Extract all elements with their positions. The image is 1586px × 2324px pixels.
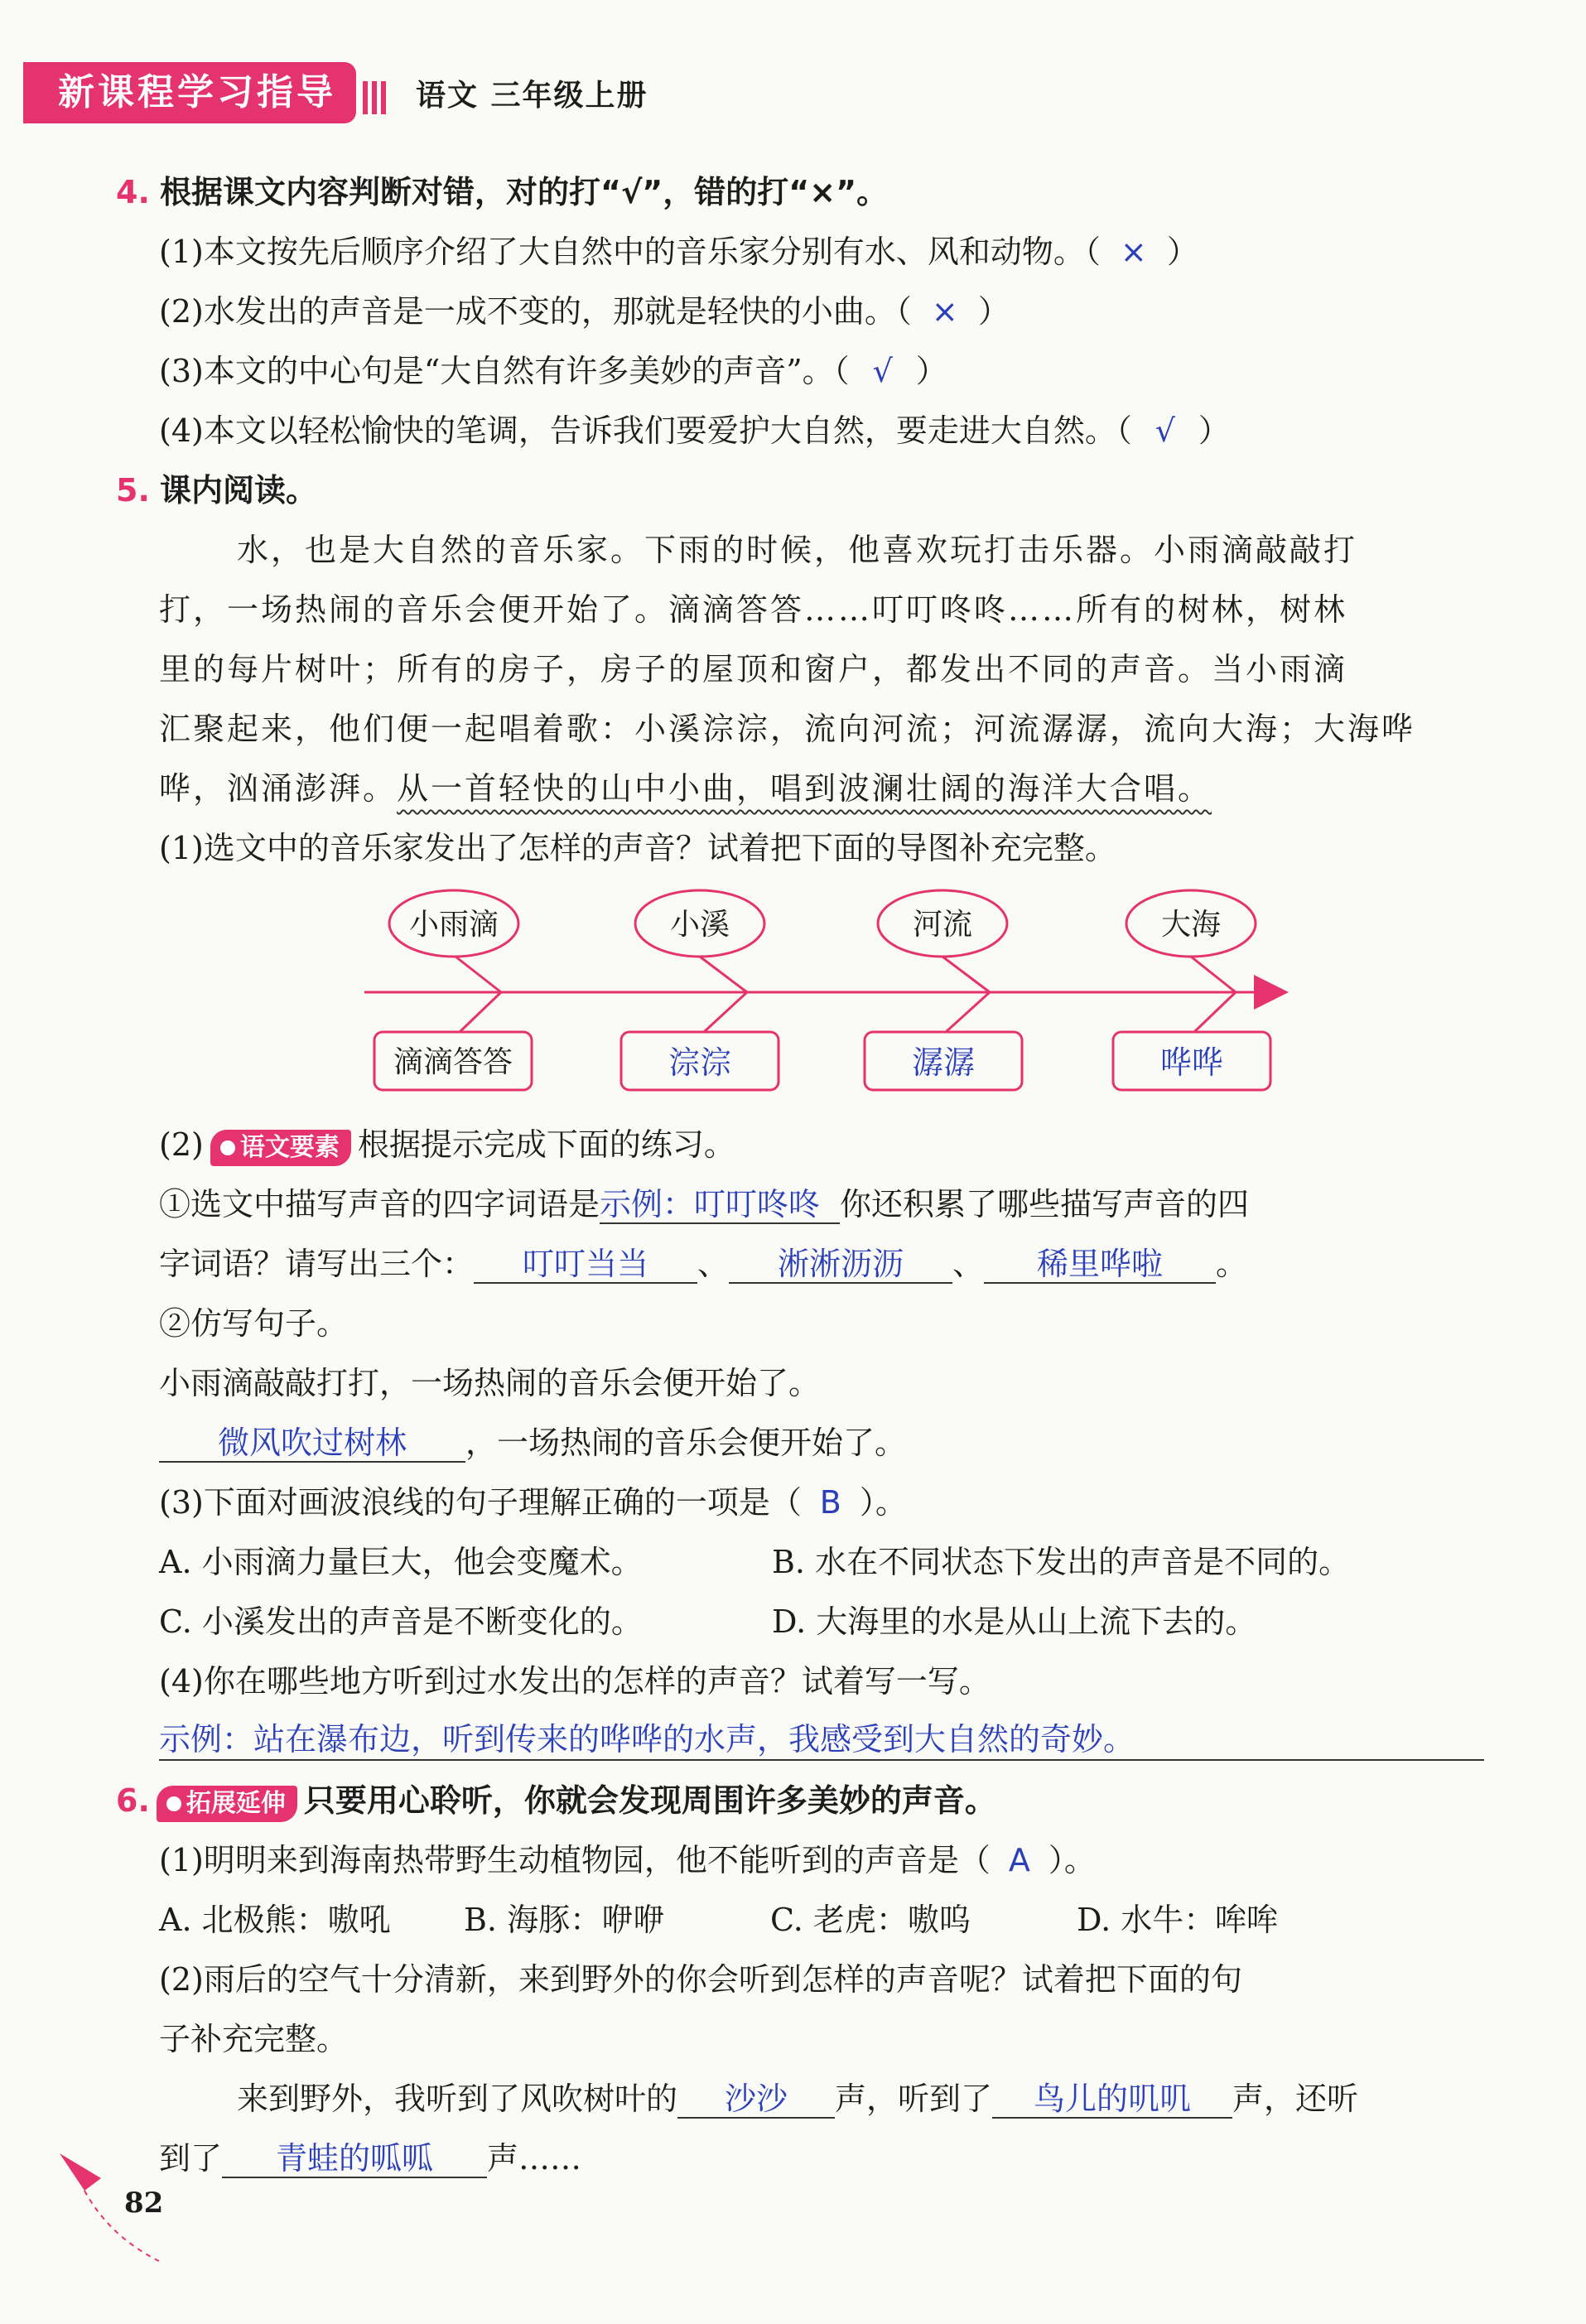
diagram-branch-3 <box>865 890 1022 1090</box>
fill-blank-1[interactable]: 沙沙 <box>677 2081 835 2119</box>
sound-answer-3: 潺潺 <box>911 1044 976 1081</box>
q5-heading <box>116 470 317 510</box>
sound-answer-2: 淙淙 <box>668 1044 732 1081</box>
pin-icon <box>220 1140 235 1155</box>
banner-bars-decoration <box>363 81 386 114</box>
passage-line-2: 打，一场热闹的音乐会便开始了。滴滴答答……叮叮咚咚……所有的树林，树林 <box>159 591 1348 628</box>
passage-line-4: 汇聚起来，他们便一起唱着歌：小溪淙淙，流向河流；河流潺潺，流向大海；大海哗 <box>159 711 1416 747</box>
imitate-sentence: 微风吹过树林 ，一场热闹的音乐会便开始了。 <box>159 1423 906 1463</box>
q5-sub2-1: ①选文中描写声音的四字词语是示例：叮叮咚咚 你还积累了哪些描写声音的四 <box>159 1186 1250 1222</box>
q5-sub3-answer[interactable]: B <box>819 1484 841 1521</box>
word-blank-3[interactable]: 稀里哗啦 <box>984 1246 1216 1284</box>
series-banner: 新课程学习指导 <box>23 62 356 123</box>
q5-sub4-answer[interactable]: 示例：站在瀑布边，听到传来的哗哗的水声，我感受到大自然的奇妙。 <box>159 1721 1135 1757</box>
q5-sub2-1-words: 字词语？请写出三个： 叮叮当当 、 淅淅沥沥 、 稀里哗啦 。 <box>159 1246 1248 1282</box>
word-blank-1[interactable]: 叮叮当当 <box>474 1246 697 1284</box>
fill-blank-2[interactable]: 鸟儿的叽叽 <box>992 2081 1232 2119</box>
model-sentence: 小雨滴敲敲打打，一场热闹的音乐会便开始了。 <box>159 1365 821 1401</box>
q5-sub3-option-a: A. 小雨滴力量巨大，他会变魔术。 <box>159 1544 643 1580</box>
q4-item-1: (1)本文按先后顺序介绍了大自然中的音乐家分别有水、风和动物。（ × ） <box>159 234 1198 270</box>
q6-title: 只要用心聆听，你就会发现周围许多美妙的声音。 <box>303 1782 996 1819</box>
passage-line-5: 哗，汹涌澎湃。从一首轻快的山中小曲，唱到波澜壮阔的海洋大合唱。 <box>159 770 1212 807</box>
q6-option-b: B. 海豚：咿咿 <box>464 1902 665 1938</box>
diagram-branch-2 <box>621 890 779 1090</box>
diagram-branch-1 <box>374 890 532 1090</box>
q4-item-2: (2)水发出的声音是一成不变的，那就是轻快的小曲。（ × ） <box>159 293 1010 330</box>
q4-heading <box>116 172 888 212</box>
q4-answer-4[interactable]: √ <box>1155 412 1175 449</box>
q4-answer-1[interactable]: × <box>1120 234 1147 270</box>
q6-number: 6. <box>116 1782 150 1819</box>
q6-option-c: C. 老虎：嗷呜 <box>770 1902 971 1938</box>
q5-title: 课内阅读。 <box>159 472 317 509</box>
passage-line-1: 水，也是大自然的音乐家。下雨的时候，他喜欢玩打击乐器。小雨滴敲敲打 <box>237 532 1358 568</box>
wavy-underlined-sentence: 从一首轻快的山中小曲，唱到波澜壮阔的海洋大合唱。 <box>397 770 1212 807</box>
magnifier-icon <box>166 1796 181 1811</box>
source-label-3: 河流 <box>912 908 973 942</box>
source-label-2: 小溪 <box>669 908 730 942</box>
q4-item-4: (4)本文以轻松愉快的笔调，告诉我们要爱护大自然，要走进大自然。（ √ ） <box>159 412 1230 449</box>
source-label-1: 小雨滴 <box>408 908 499 942</box>
tuozhan-yanshen-tag: 拓展延伸 <box>157 1786 297 1822</box>
q6-heading <box>116 1781 996 1822</box>
q5-sub3-option-d: D. 大海里的水是从山上流下去的。 <box>772 1603 1257 1640</box>
four-char-word-answer[interactable]: 示例：叮叮咚咚 <box>600 1186 840 1224</box>
q5-sub3-option-c: C. 小溪发出的声音是不断变化的。 <box>159 1603 643 1640</box>
q6-sub2-line2: 子补充完整。 <box>159 2021 349 2057</box>
q6-fill-line2: 到了 青蛙的呱呱 声…… <box>159 2140 582 2177</box>
q6-sub1: (1)明明来到海南热带野生动植物园，他不能听到的声音是（ A ）。 <box>159 1842 1096 1878</box>
passage-line-3: 里的每片树叶；所有的房子，房子的屋顶和窗户，都发出不同的声音。当小雨滴 <box>159 651 1348 687</box>
page-number: 82 <box>124 2187 164 2220</box>
imitate-blank[interactable]: 微风吹过树林 <box>159 1425 465 1463</box>
q5-sub2: (2) 语文要素 根据提示完成下面的练习。 <box>159 1125 735 1166</box>
q6-fill-line1: 来到野外，我听到了风吹树叶的 沙沙 声，听到了 鸟儿的叽叽 声，还听 <box>237 2081 1359 2117</box>
q6-sub1-answer[interactable]: A <box>1008 1842 1030 1878</box>
answer-rule <box>159 1759 1484 1761</box>
q4-answer-2[interactable]: × <box>931 293 958 330</box>
sound-mind-map <box>356 886 1300 1093</box>
q5-sub2-2: ②仿写句子。 <box>159 1305 349 1342</box>
fill-blank-3[interactable]: 青蛙的呱呱 <box>222 2140 487 2178</box>
sound-answer-4: 哗哗 <box>1159 1044 1224 1081</box>
q4-item-3: (3)本文的中心句是“大自然有许多美妙的声音”。（ √ ） <box>159 353 947 389</box>
q5-sub4: (4)你在哪些地方听到过水发出的怎样的声音？试着写一写。 <box>159 1663 991 1700</box>
word-blank-2[interactable]: 淅淅沥沥 <box>729 1246 952 1284</box>
yuwen-yaosu-tag: 语文要素 <box>210 1130 351 1166</box>
q5-number: 5. <box>116 472 150 509</box>
q5-sub3-option-b: B. 水在不同状态下发出的声音是不同的。 <box>772 1544 1351 1580</box>
q4-number: 4. <box>116 174 150 210</box>
q4-title: 根据课文内容判断对错，对的打“√”，错的打“×”。 <box>159 174 889 210</box>
q5-sub1: (1)选文中的音乐家发出了怎样的声音？试着把下面的导图补充完整。 <box>159 830 1116 866</box>
q6-option-d: D. 水牛：哞哞 <box>1077 1902 1279 1938</box>
diagram-branch-4 <box>1113 890 1270 1090</box>
q6-sub2-line1: (2)雨后的空气十分清新，来到野外的你会听到怎样的声音呢？试着把下面的句 <box>159 1961 1242 1998</box>
page-header <box>23 60 648 126</box>
source-label-4: 大海 <box>1160 908 1222 942</box>
q5-sub3: (3)下面对画波浪线的句子理解正确的一项是（ B ）。 <box>159 1484 907 1521</box>
sound-label-1: 滴滴答答 <box>393 1045 513 1079</box>
q6-option-a: A. 北极熊：嗷吼 <box>159 1902 391 1938</box>
q4-answer-3[interactable]: √ <box>872 353 893 389</box>
subject-label: 语文 三年级上册 <box>416 78 648 113</box>
